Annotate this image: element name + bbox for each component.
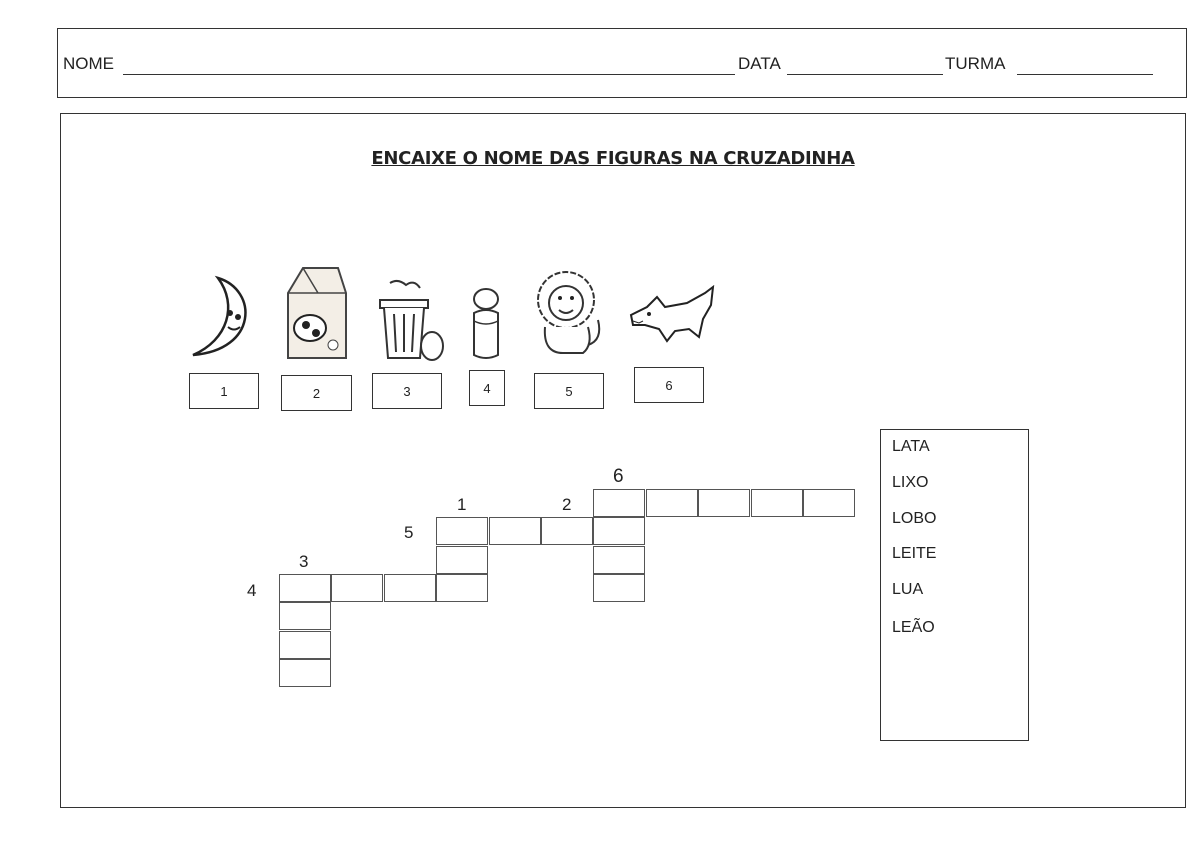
clue-number: 3 — [299, 552, 309, 571]
crossword-cell[interactable] — [279, 659, 331, 687]
wolf-icon — [627, 285, 719, 347]
trash-can-icon — [372, 278, 447, 363]
crossword-cell[interactable] — [489, 517, 541, 545]
figure-number: 4 — [483, 380, 491, 396]
clue-number: 1 — [457, 495, 467, 514]
worksheet-title: ENCAIXE O NOME DAS FIGURAS NA CRUZADINHA — [371, 148, 855, 169]
clue-number: 4 — [247, 581, 257, 600]
word-bank-item: LOBO — [892, 510, 937, 527]
figure-number: 1 — [220, 383, 228, 399]
name-field[interactable] — [123, 74, 735, 75]
name-label: NOME — [63, 54, 114, 73]
word-bank-item: LIXO — [892, 474, 929, 491]
date-label: DATA — [738, 54, 781, 73]
crossword-cell[interactable] — [593, 574, 645, 602]
figure-number-box[interactable] — [534, 373, 604, 409]
class-field[interactable] — [1017, 74, 1153, 75]
crossword-cell[interactable] — [593, 489, 645, 517]
figure-number-box[interactable] — [469, 370, 505, 406]
crossword-cell[interactable] — [646, 489, 698, 517]
crossword-cell[interactable] — [436, 574, 488, 602]
crossword-cell[interactable] — [436, 546, 488, 574]
word-bank — [880, 429, 1029, 741]
crossword-cell[interactable] — [331, 574, 383, 602]
milk-carton-icon — [278, 263, 350, 363]
class-label: TURMA — [945, 54, 1006, 73]
clue-number: 2 — [562, 495, 572, 514]
header-box — [57, 28, 1187, 98]
crossword-cell[interactable] — [279, 602, 331, 630]
figure-number-box[interactable] — [189, 373, 259, 409]
crossword-cell[interactable] — [593, 546, 645, 574]
figure-number: 6 — [665, 377, 673, 393]
word-bank-item: LEÃO — [892, 619, 935, 636]
figure-number: 3 — [403, 383, 411, 399]
figure-number: 2 — [312, 385, 321, 401]
tin-can-icon — [470, 287, 502, 362]
figure-number-box[interactable] — [281, 375, 352, 411]
crossword-cell[interactable] — [384, 574, 436, 602]
crossword-cell[interactable] — [698, 489, 750, 517]
crossword-cell[interactable] — [279, 631, 331, 659]
lion-icon — [533, 265, 608, 360]
crossword-cell[interactable] — [279, 574, 331, 602]
figure-number: 5 — [565, 383, 573, 399]
clue-number: 5 — [404, 523, 414, 542]
crossword-cell[interactable] — [751, 489, 803, 517]
clue-number: 6 — [613, 466, 624, 487]
word-bank-item: LATA — [892, 438, 930, 455]
moon-icon — [188, 275, 258, 360]
crossword-cell[interactable] — [541, 517, 593, 545]
word-bank-item: LUA — [892, 581, 924, 598]
crossword-cell[interactable] — [436, 517, 488, 545]
date-field[interactable] — [787, 74, 943, 75]
figure-number-box[interactable] — [634, 367, 704, 403]
crossword-cell[interactable] — [803, 489, 855, 517]
figure-number-box[interactable] — [372, 373, 442, 409]
crossword-cell[interactable] — [593, 517, 645, 545]
word-bank-item: LEITE — [892, 545, 937, 562]
